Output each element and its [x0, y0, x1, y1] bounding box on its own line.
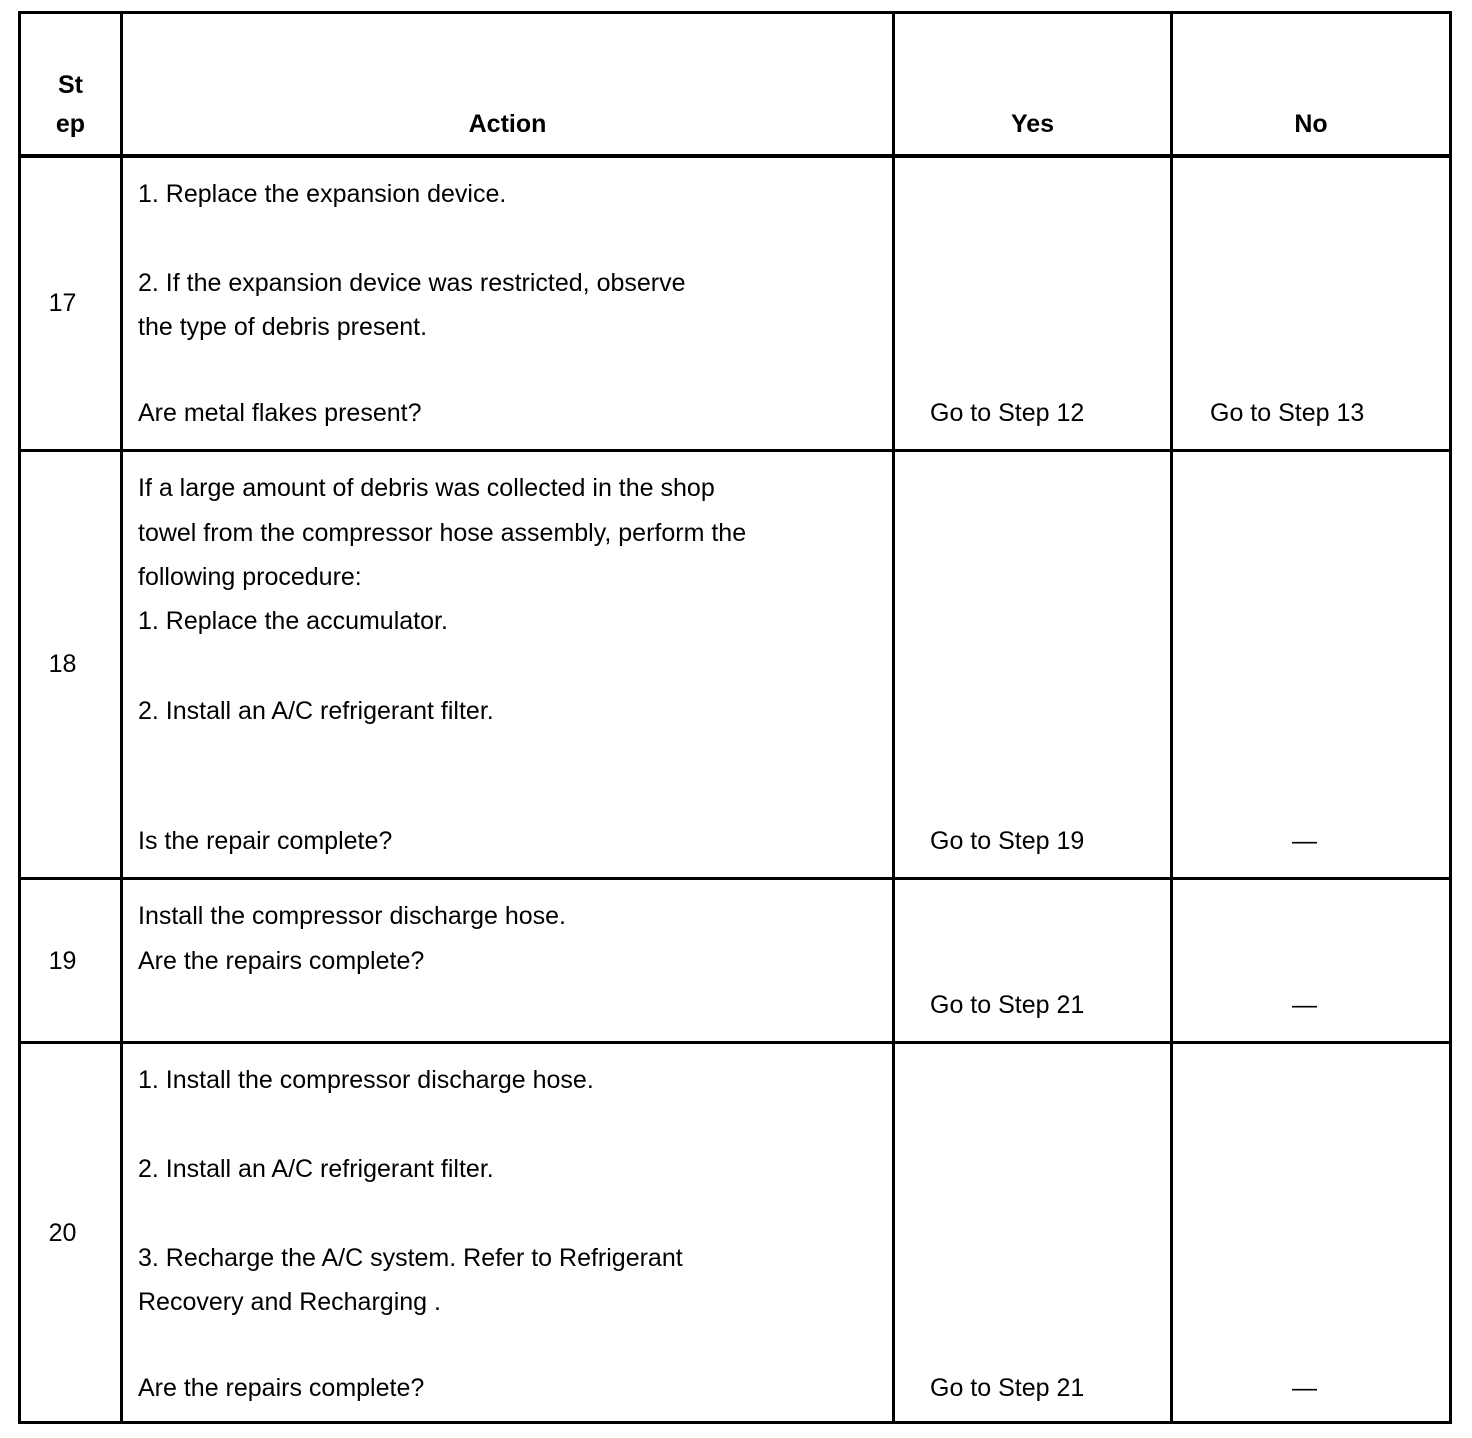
action-line: 1. Replace the expansion device.	[138, 180, 507, 208]
step-number: 20	[48, 1219, 77, 1247]
yes-link-step-21[interactable]: Go to Step 21	[930, 991, 1085, 1019]
no-value-dash: —	[1292, 1374, 1317, 1402]
action-question: Is the repair complete?	[138, 827, 393, 855]
no-value-dash: —	[1292, 827, 1317, 855]
yes-link-step-19[interactable]: Go to Step 19	[930, 827, 1085, 855]
action-line: the type of debris present.	[138, 313, 428, 341]
row-divider	[18, 877, 1452, 880]
header-yes: Yes	[1010, 110, 1055, 138]
action-question: Are the repairs complete?	[138, 947, 425, 975]
step-number: 18	[48, 650, 77, 678]
action-line: 3. Recharge the A/C system. Refer to Refrigerant	[138, 1244, 683, 1272]
column-divider	[1170, 11, 1173, 1424]
header-action: Action	[468, 110, 547, 138]
action-line: 2. If the expansion device was restricted, observe	[138, 269, 686, 297]
yes-link-step-12[interactable]: Go to Step 12	[930, 399, 1085, 427]
header-step-line2: ep	[55, 110, 86, 138]
header-no: No	[1294, 110, 1328, 138]
step-number: 19	[48, 947, 77, 975]
action-line: Install the compressor discharge hose.	[138, 902, 566, 930]
action-line: 2. Install an A/C refrigerant filter.	[138, 1155, 494, 1183]
row-divider	[18, 1041, 1452, 1044]
action-line: following procedure:	[138, 563, 362, 591]
action-line: 2. Install an A/C refrigerant filter.	[138, 697, 494, 725]
no-link-step-13[interactable]: Go to Step 13	[1210, 399, 1365, 427]
step-number: 17	[48, 289, 77, 317]
action-question: Are the repairs complete?	[138, 1374, 425, 1402]
header-step-line1: St	[58, 71, 83, 99]
column-divider	[892, 11, 895, 1424]
action-line: 1. Replace the accumulator.	[138, 607, 448, 635]
row-divider	[18, 449, 1452, 452]
action-line: 1. Install the compressor discharge hose.	[138, 1066, 594, 1094]
no-value-dash: —	[1292, 991, 1317, 1019]
action-line: Recovery and Recharging .	[138, 1288, 441, 1316]
column-divider	[120, 11, 123, 1424]
yes-link-step-21[interactable]: Go to Step 21	[930, 1374, 1085, 1402]
action-line: towel from the compressor hose assembly, perform the	[138, 519, 747, 547]
action-question: Are metal flakes present?	[138, 399, 422, 427]
header-divider	[18, 154, 1452, 158]
action-line: If a large amount of debris was collected in the shop	[138, 474, 715, 502]
